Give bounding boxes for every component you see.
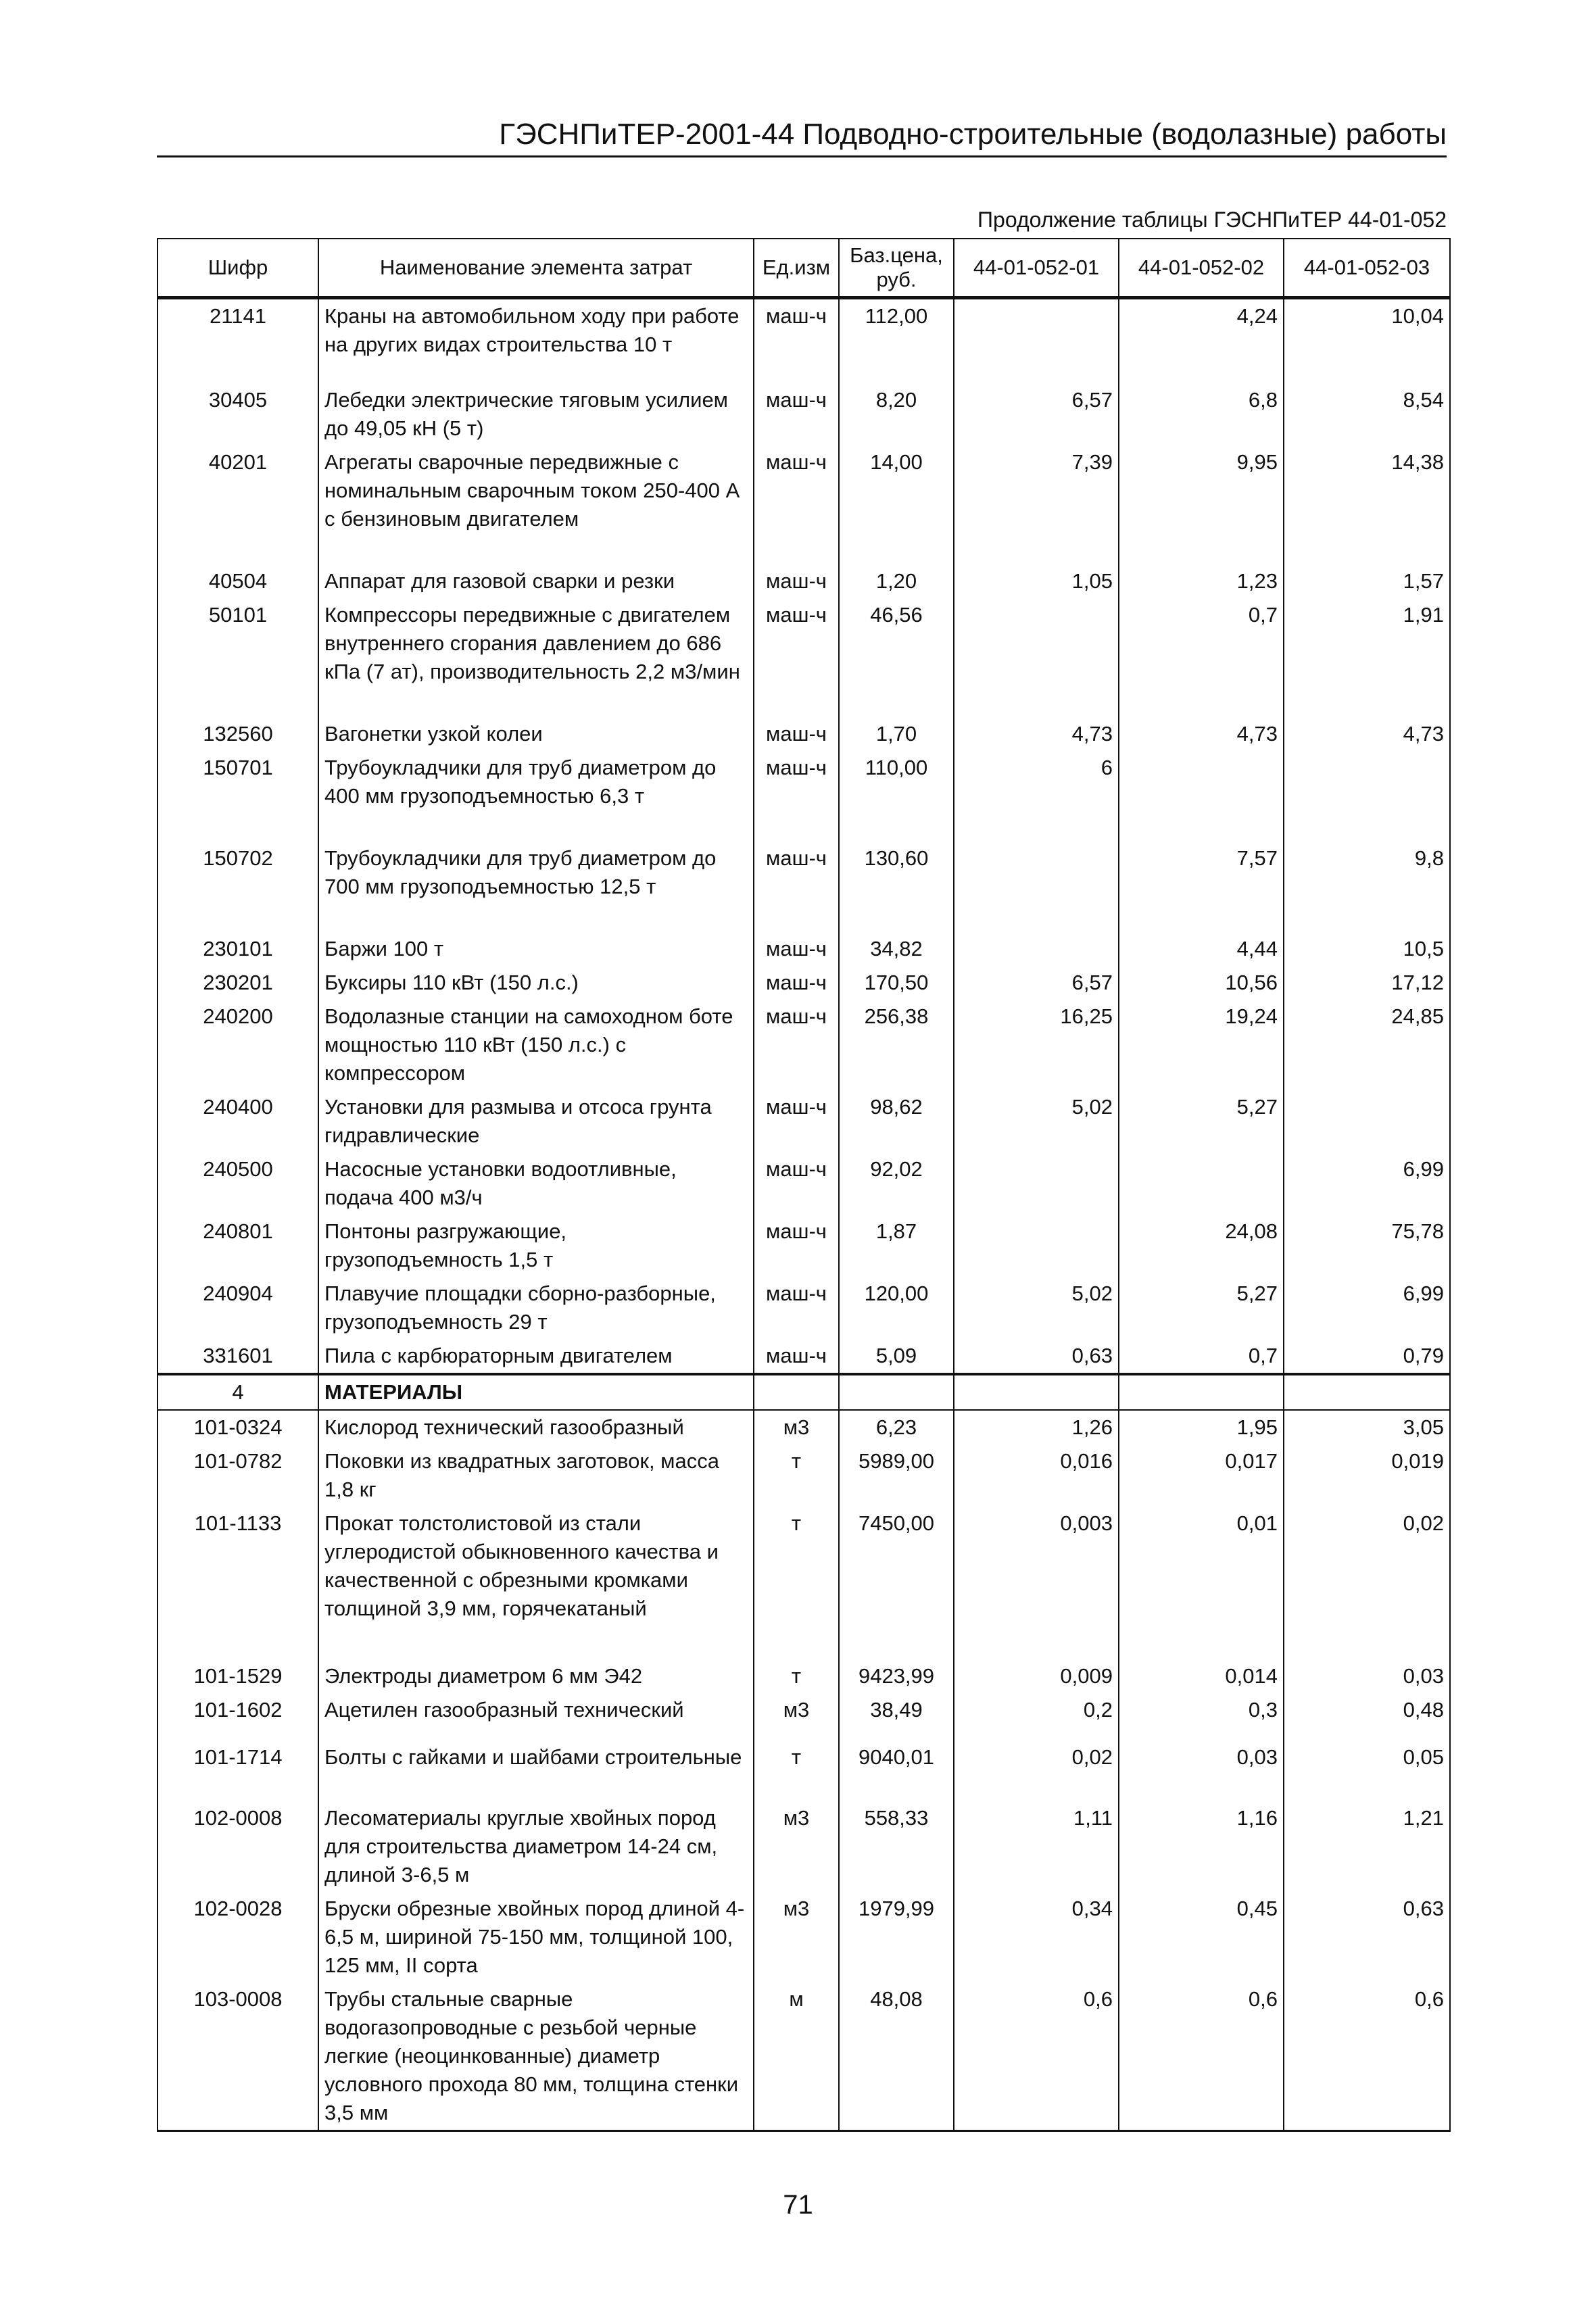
row-name: Трубоукладчики для труб диаметром до 700 мм грузоподъемностью 12,5 т xyxy=(318,842,754,932)
row-name: Трубы стальные сварные водогазопроводные с резьбой черные легкие (неоцинкованные) диаметр условного прохода 80 мм, толщина стенки 3,5 мм xyxy=(318,1982,754,2131)
row-value-3: 0,05 xyxy=(1284,1740,1450,1801)
row-code: 230101 xyxy=(158,932,318,966)
row-name: Поковки из квадратных заготовок, масса 1,8 кг xyxy=(318,1444,754,1507)
row-value-1: 0,009 xyxy=(954,1659,1119,1693)
row-value-2 xyxy=(1119,751,1284,842)
row-price: 92,02 xyxy=(839,1152,954,1215)
row-value-2 xyxy=(1119,1152,1284,1215)
row-value-2: 0,7 xyxy=(1119,598,1284,717)
table-row xyxy=(158,1801,1450,1892)
table-row xyxy=(158,1507,1450,1659)
row-value-1: 16,25 xyxy=(954,1000,1119,1090)
document-title: ГЭСНПиТЕР-2001-44 Подводно-строительные (водолазные) работы xyxy=(499,118,1447,151)
column-header-052-02: 44-01-052-02 xyxy=(1119,239,1284,298)
row-unit: м3 xyxy=(754,1693,839,1740)
row-value-2: 0,45 xyxy=(1119,1892,1284,1982)
table-row xyxy=(158,1410,1450,1444)
table-row xyxy=(158,1693,1450,1740)
row-unit: маш-ч xyxy=(754,445,839,564)
row-unit: маш-ч xyxy=(754,1152,839,1215)
row-price: 9423,99 xyxy=(839,1659,954,1693)
table-row xyxy=(158,966,1450,1000)
page-header xyxy=(157,114,1447,157)
row-name: Болты с гайками и шайбами строительные xyxy=(318,1740,754,1801)
row-unit: маш-ч xyxy=(754,1000,839,1090)
row-price: 1979,99 xyxy=(839,1892,954,1982)
row-value-2: 0,014 xyxy=(1119,1659,1284,1693)
table-row xyxy=(158,1740,1450,1801)
table-row xyxy=(158,598,1450,717)
table-row xyxy=(158,564,1450,598)
row-name: Баржи 100 т xyxy=(318,932,754,966)
row-value-2: 19,24 xyxy=(1119,1000,1284,1090)
row-value-3: 0,6 xyxy=(1284,1982,1450,2131)
row-value-2: 5,27 xyxy=(1119,1277,1284,1339)
row-value-3: 24,85 xyxy=(1284,1000,1450,1090)
table-row xyxy=(158,1000,1450,1090)
row-value-1: 0,003 xyxy=(954,1507,1119,1659)
page-number: 71 xyxy=(783,2190,813,2220)
table-row xyxy=(158,1215,1450,1277)
row-name: Установки для размыва и отсоса грунта гидравлические xyxy=(318,1090,754,1152)
row-value-1: 6 xyxy=(954,751,1119,842)
row-code: 150702 xyxy=(158,842,318,932)
row-code: 240500 xyxy=(158,1152,318,1215)
row-code: 50101 xyxy=(158,598,318,717)
row-name: Вагонетки узкой колеи xyxy=(318,717,754,751)
row-value-1: 0,02 xyxy=(954,1740,1119,1801)
row-value-2: 1,16 xyxy=(1119,1801,1284,1892)
row-unit: маш-ч xyxy=(754,932,839,966)
row-price: 558,33 xyxy=(839,1801,954,1892)
row-value-3: 1,21 xyxy=(1284,1801,1450,1892)
row-unit: м3 xyxy=(754,1892,839,1982)
row-unit: маш-ч xyxy=(754,598,839,717)
row-value-3: 0,63 xyxy=(1284,1892,1450,1982)
column-header-052-03: 44-01-052-03 xyxy=(1284,239,1450,298)
table-row xyxy=(158,717,1450,751)
row-value-1: 5,02 xyxy=(954,1090,1119,1152)
row-value-1: 6,57 xyxy=(954,383,1119,445)
column-header-052-01: 44-01-052-01 xyxy=(954,239,1119,298)
row-value-2: 4,73 xyxy=(1119,717,1284,751)
row-price: 38,49 xyxy=(839,1693,954,1740)
row-price: 14,00 xyxy=(839,445,954,564)
row-code: 21141 xyxy=(158,298,318,383)
row-code: 331601 xyxy=(158,1339,318,1374)
row-price: 110,00 xyxy=(839,751,954,842)
row-value-2: 10,56 xyxy=(1119,966,1284,1000)
row-price: 1,20 xyxy=(839,564,954,598)
row-value-3: 0,019 xyxy=(1284,1444,1450,1507)
table-row xyxy=(158,1659,1450,1693)
row-unit: маш-ч xyxy=(754,842,839,932)
row-unit: т xyxy=(754,1659,839,1693)
row-code: 240200 xyxy=(158,1000,318,1090)
row-value-2: 4,24 xyxy=(1119,298,1284,383)
row-unit: маш-ч xyxy=(754,1277,839,1339)
row-value-2: 6,8 xyxy=(1119,383,1284,445)
row-price: 170,50 xyxy=(839,966,954,1000)
section-code: 4 xyxy=(158,1374,318,1410)
table-row xyxy=(158,842,1450,932)
row-code: 102-0028 xyxy=(158,1892,318,1982)
resource-table xyxy=(157,238,1451,2132)
column-header-price: Баз.цена, руб. xyxy=(839,239,954,298)
row-price: 48,08 xyxy=(839,1982,954,2131)
row-price: 8,20 xyxy=(839,383,954,445)
row-unit: маш-ч xyxy=(754,717,839,751)
row-unit: т xyxy=(754,1444,839,1507)
row-name: Понтоны разгружающие, грузоподъемность 1,5 т xyxy=(318,1215,754,1277)
row-value-1: 0,63 xyxy=(954,1339,1119,1374)
row-name: Агрегаты сварочные передвижные с номинальным сварочным током 250-400 А с бензиновым двигателем xyxy=(318,445,754,564)
table-row xyxy=(158,1090,1450,1152)
row-name: Лесоматериалы круглые хвойных пород для строительства диаметром 14-24 см, длиной 3-6,5 м xyxy=(318,1801,754,1892)
row-name: Аппарат для газовой сварки и резки xyxy=(318,564,754,598)
row-unit: м xyxy=(754,1982,839,2131)
row-unit: маш-ч xyxy=(754,298,839,383)
row-price: 34,82 xyxy=(839,932,954,966)
row-value-1 xyxy=(954,842,1119,932)
row-value-3: 10,04 xyxy=(1284,298,1450,383)
table-row xyxy=(158,1339,1450,1374)
row-value-1: 0,2 xyxy=(954,1693,1119,1740)
table-row xyxy=(158,932,1450,966)
row-name: Лебедки электрические тяговым усилием до 49,05 кН (5 т) xyxy=(318,383,754,445)
row-unit: м3 xyxy=(754,1410,839,1444)
row-value-3: 0,48 xyxy=(1284,1693,1450,1740)
row-price: 1,87 xyxy=(839,1215,954,1277)
row-price: 112,00 xyxy=(839,298,954,383)
row-unit: т xyxy=(754,1507,839,1659)
row-name: Буксиры 110 кВт (150 л.с.) xyxy=(318,966,754,1000)
row-value-1: 1,11 xyxy=(954,1801,1119,1892)
row-code: 40201 xyxy=(158,445,318,564)
row-value-3: 8,54 xyxy=(1284,383,1450,445)
row-value-1: 1,05 xyxy=(954,564,1119,598)
row-value-3: 6,99 xyxy=(1284,1152,1450,1215)
row-code: 101-0324 xyxy=(158,1410,318,1444)
row-value-2: 0,7 xyxy=(1119,1339,1284,1374)
row-code: 101-0782 xyxy=(158,1444,318,1507)
row-value-3: 0,03 xyxy=(1284,1659,1450,1693)
row-price: 5989,00 xyxy=(839,1444,954,1507)
row-code: 101-1714 xyxy=(158,1740,318,1801)
row-code: 103-0008 xyxy=(158,1982,318,2131)
column-header-code: Шифр xyxy=(158,239,318,298)
row-name: Пила с карбюраторным двигателем xyxy=(318,1339,754,1374)
row-code: 150701 xyxy=(158,751,318,842)
section-title: МАТЕРИАЛЫ xyxy=(318,1374,754,1410)
row-name: Плавучие площадки сборно-разборные, грузоподъемность 29 т xyxy=(318,1277,754,1339)
row-unit: т xyxy=(754,1740,839,1801)
row-price: 1,70 xyxy=(839,717,954,751)
row-code: 101-1529 xyxy=(158,1659,318,1693)
row-value-3: 0,79 xyxy=(1284,1339,1450,1374)
row-price: 256,38 xyxy=(839,1000,954,1090)
row-value-2: 0,01 xyxy=(1119,1507,1284,1659)
row-value-3: 14,38 xyxy=(1284,445,1450,564)
table-row xyxy=(158,383,1450,445)
row-name: Кислород технический газообразный xyxy=(318,1410,754,1444)
row-value-2: 4,44 xyxy=(1119,932,1284,966)
table-row xyxy=(158,298,1450,383)
row-code: 40504 xyxy=(158,564,318,598)
row-unit: маш-ч xyxy=(754,383,839,445)
table-row xyxy=(158,1277,1450,1339)
column-header-unit: Ед.изм xyxy=(754,239,839,298)
row-value-3: 17,12 xyxy=(1284,966,1450,1000)
row-name: Бруски обрезные хвойных пород длиной 4-6,5 м, шириной 75-150 мм, толщиной 100, 125 мм, II сорта xyxy=(318,1892,754,1982)
table-row xyxy=(158,1892,1450,1982)
row-name: Прокат толстолистовой из стали углеродистой обыкновенного качества и качественной с обрезными кромками толщиной 3,9 мм, горячекатаный xyxy=(318,1507,754,1659)
row-price: 46,56 xyxy=(839,598,954,717)
row-value-3 xyxy=(1284,1090,1450,1152)
row-unit: маш-ч xyxy=(754,1090,839,1152)
row-value-2: 24,08 xyxy=(1119,1215,1284,1277)
row-code: 240801 xyxy=(158,1215,318,1277)
table-header-row xyxy=(158,239,1450,298)
row-value-3: 0,02 xyxy=(1284,1507,1450,1659)
row-value-1: 7,39 xyxy=(954,445,1119,564)
row-code: 230201 xyxy=(158,966,318,1000)
row-value-1: 1,26 xyxy=(954,1410,1119,1444)
row-value-3: 6,99 xyxy=(1284,1277,1450,1339)
row-unit: маш-ч xyxy=(754,1339,839,1374)
row-price: 6,23 xyxy=(839,1410,954,1444)
section-row-materials xyxy=(158,1374,1450,1410)
row-name: Ацетилен газообразный технический xyxy=(318,1693,754,1740)
row-code: 101-1133 xyxy=(158,1507,318,1659)
row-value-1 xyxy=(954,298,1119,383)
row-value-3: 10,5 xyxy=(1284,932,1450,966)
row-value-2: 0,6 xyxy=(1119,1982,1284,2131)
row-code: 240904 xyxy=(158,1277,318,1339)
row-value-2: 0,3 xyxy=(1119,1693,1284,1740)
row-value-1: 0,6 xyxy=(954,1982,1119,2131)
row-value-3 xyxy=(1284,751,1450,842)
row-name: Электроды диаметром 6 мм Э42 xyxy=(318,1659,754,1693)
row-value-2: 1,23 xyxy=(1119,564,1284,598)
row-price: 9040,01 xyxy=(839,1740,954,1801)
row-value-1: 6,57 xyxy=(954,966,1119,1000)
row-unit: м3 xyxy=(754,1801,839,1892)
row-code: 101-1602 xyxy=(158,1693,318,1740)
row-code: 30405 xyxy=(158,383,318,445)
table-row xyxy=(158,445,1450,564)
row-name: Водолазные станции на самоходном боте мощностью 110 кВт (150 л.с.) с компрессором xyxy=(318,1000,754,1090)
row-price: 98,62 xyxy=(839,1090,954,1152)
row-value-2: 7,57 xyxy=(1119,842,1284,932)
row-value-3: 1,57 xyxy=(1284,564,1450,598)
row-value-1 xyxy=(954,1215,1119,1277)
row-value-2: 0,017 xyxy=(1119,1444,1284,1507)
row-value-3: 9,8 xyxy=(1284,842,1450,932)
column-header-name: Наименование элемента затрат xyxy=(318,239,754,298)
row-name: Трубоукладчики для труб диаметром до 400 мм грузоподъемностью 6,3 т xyxy=(318,751,754,842)
row-value-1: 0,34 xyxy=(954,1892,1119,1982)
table-caption: Продолжение таблицы ГЭСНПиТЕР 44-01-052 xyxy=(977,208,1447,232)
table-row xyxy=(158,1444,1450,1507)
row-value-3: 4,73 xyxy=(1284,717,1450,751)
row-code: 132560 xyxy=(158,717,318,751)
row-value-2: 1,95 xyxy=(1119,1410,1284,1444)
row-value-1: 5,02 xyxy=(954,1277,1119,1339)
row-value-1 xyxy=(954,1152,1119,1215)
row-name: Насосные установки водоотливные, подача 400 м3/ч xyxy=(318,1152,754,1215)
row-price: 5,09 xyxy=(839,1339,954,1374)
row-value-3: 1,91 xyxy=(1284,598,1450,717)
row-value-3: 75,78 xyxy=(1284,1215,1450,1277)
row-value-3: 3,05 xyxy=(1284,1410,1450,1444)
row-value-1 xyxy=(954,932,1119,966)
row-value-1 xyxy=(954,598,1119,717)
row-code: 102-0008 xyxy=(158,1801,318,1892)
row-value-1: 0,016 xyxy=(954,1444,1119,1507)
row-value-1: 4,73 xyxy=(954,717,1119,751)
row-unit: маш-ч xyxy=(754,751,839,842)
row-price: 130,60 xyxy=(839,842,954,932)
row-unit: маш-ч xyxy=(754,966,839,1000)
row-unit: маш-ч xyxy=(754,1215,839,1277)
table-row xyxy=(158,1982,1450,2131)
row-price: 7450,00 xyxy=(839,1507,954,1659)
row-price: 120,00 xyxy=(839,1277,954,1339)
row-value-2: 0,03 xyxy=(1119,1740,1284,1801)
row-unit: маш-ч xyxy=(754,564,839,598)
row-value-2: 9,95 xyxy=(1119,445,1284,564)
table-row xyxy=(158,751,1450,842)
row-name: Краны на автомобильном ходу при работе на других видах строительства 10 т xyxy=(318,298,754,383)
row-name: Компрессоры передвижные с двигателем внутреннего сгорания давлением до 686 кПа (7 ат), производительность 2,2 м3/мин xyxy=(318,598,754,717)
row-value-2: 5,27 xyxy=(1119,1090,1284,1152)
row-code: 240400 xyxy=(158,1090,318,1152)
table-row xyxy=(158,1152,1450,1215)
